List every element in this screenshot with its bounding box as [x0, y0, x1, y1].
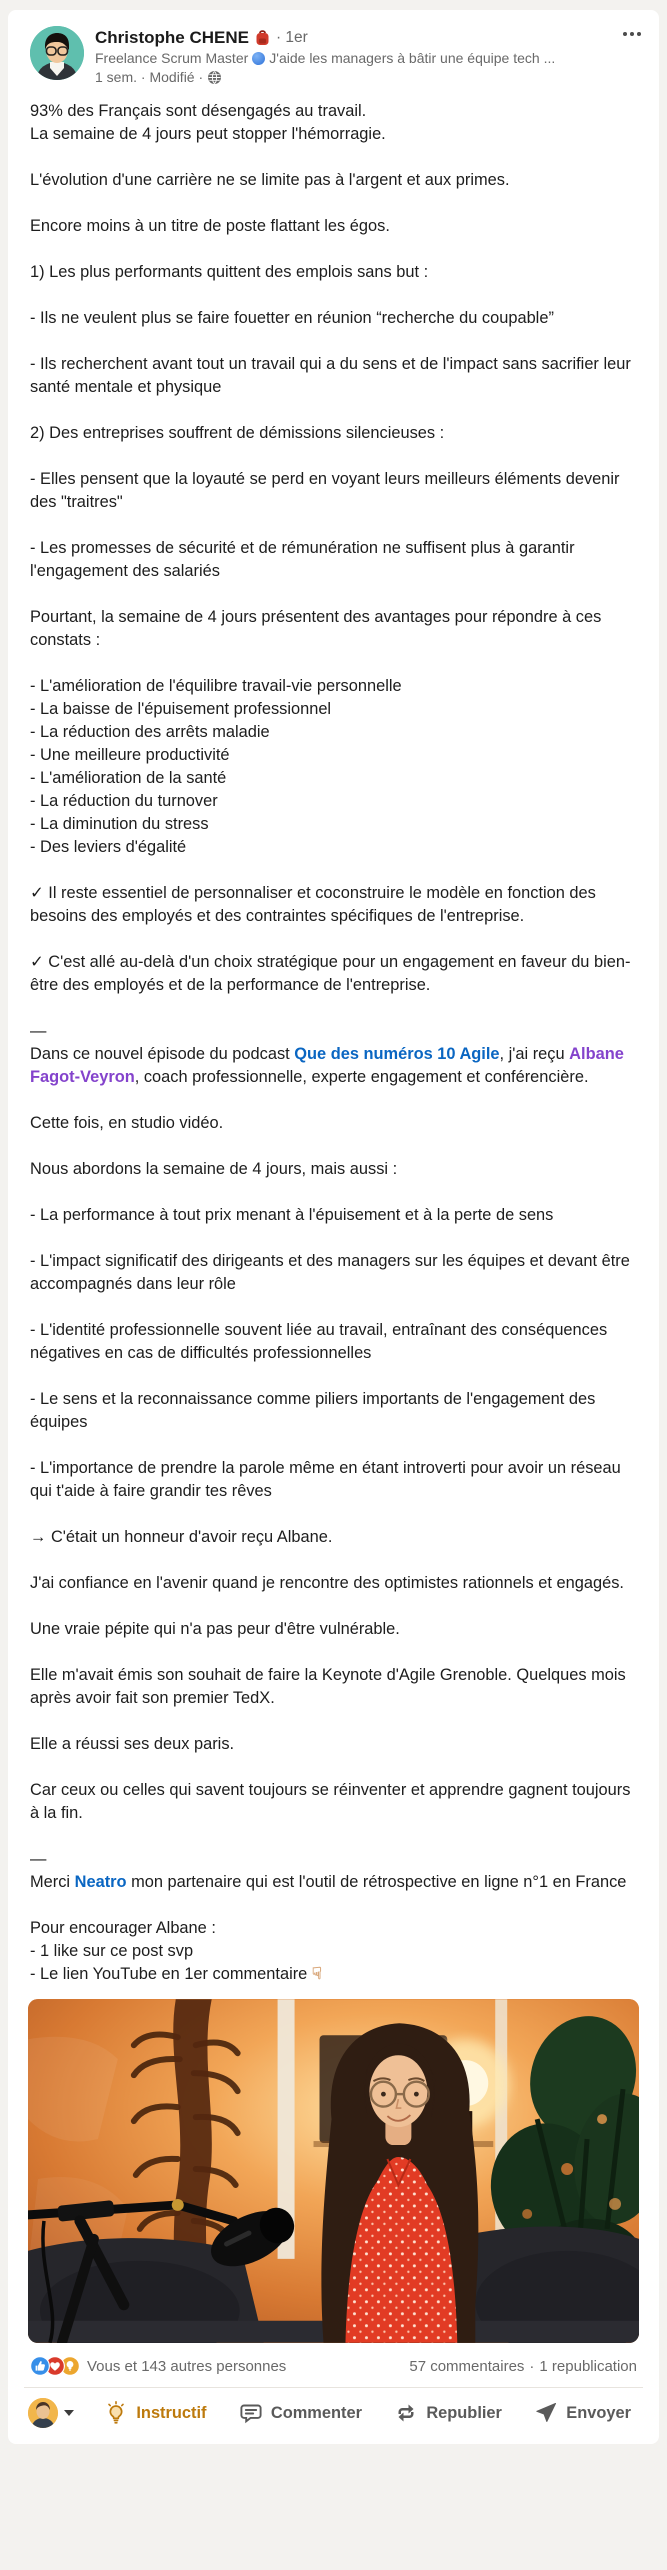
post-text-line: 93% des Français sont désengagés au travail.	[30, 102, 367, 120]
post-text-line: - Ils ne veulent plus se faire fouetter en réunion “recherche du coupable”	[30, 309, 554, 327]
post-text-line: - La baisse de l'épuisement professionnel	[30, 700, 332, 718]
post-text-line: Pour encourager Albane :	[30, 1919, 216, 1937]
author-name[interactable]: Christophe CHENE	[95, 28, 249, 47]
post-text-line: - Elles pensent que la loyauté se perd en voyant leurs meilleurs éléments devenir des "traitres"	[30, 470, 620, 511]
post-text-line: - L'importance de prendre la parole même en étant introverti pour avoir un réseau qui t'aide à faire grandir tes rêves	[30, 1459, 621, 1500]
post-text-line: - Le lien YouTube en 1er commentaire ☟	[30, 1965, 322, 1983]
post-text-line: —	[30, 1022, 47, 1040]
connection-degree: · 1er	[275, 29, 308, 46]
blue-circle-emoji-icon	[252, 52, 265, 65]
post-text-line: Elle m'avait émis son souhait de faire la Keynote d'Agile Grenoble. Quelques mois après avoir fait son premier TedX.	[30, 1666, 626, 1707]
post-text-line: - L'amélioration de la santé	[30, 769, 227, 787]
repost-button[interactable]: Republier	[392, 2395, 504, 2431]
post-text-line: - 1 like sur ce post svp	[30, 1942, 194, 1960]
post-text-line: La semaine de 4 jours peut stopper l'hémorragie.	[30, 125, 386, 143]
inline-link[interactable]: Neatro	[74, 1873, 127, 1891]
react-instructif-button[interactable]: Instructif	[102, 2395, 208, 2431]
social-counts	[8, 2343, 659, 2387]
post-text-line: - L'amélioration de l'équilibre travail-vie personnelle	[30, 677, 402, 695]
comments-reposts	[409, 2358, 637, 2375]
post-text-line: - Les promesses de sécurité et de rémunération ne suffisent plus à garantir l'engagement des salariés	[30, 539, 575, 580]
post-text-line: J'ai confiance en l'avenir quand je rencontre des optimistes rationnels et engagés.	[30, 1574, 624, 1592]
post-text-line: - La réduction du turnover	[30, 792, 218, 810]
post-text-line: Elle a réussi ses deux paris.	[30, 1735, 235, 1753]
inline-link[interactable]: Albane Fagot-Veyron	[30, 1045, 624, 1086]
post-text-line: Dans ce nouvel épisode du podcast Que des numéros 10 Agile, j'ai reçu Albane Fagot-Veyron, coach professionnelle, experte engagement et conférencière.	[30, 1045, 624, 1086]
post-text-line: → C'était un honneur d'avoir reçu Albane.	[30, 1528, 333, 1546]
repost-arrows-icon	[394, 2401, 418, 2425]
post-text-line: ✓ C'est allé au-delà d'un choix stratégique pour un engagement en faveur du bien-être des employés et de la performance de l'entreprise.	[30, 953, 631, 994]
dot-separator: ·	[529, 2357, 535, 2375]
post-text-line: - L'impact significatif des dirigeants et des managers sur les équipes et devant être accompagnés dans leur rôle	[30, 1252, 630, 1293]
comment-bubble-icon	[239, 2401, 263, 2425]
post-text-line: - Le sens et la reconnaissance comme piliers importants de l'engagement des équipes	[30, 1390, 596, 1431]
caret-down-icon	[64, 2410, 74, 2416]
post-text-line: ✓ Il reste essentiel de personnaliser et coconstruire le modèle en fonction des besoins des employés et des contraintes spécifiques de l'entreprise.	[30, 884, 596, 925]
globe-icon	[207, 70, 222, 85]
pointing-down-emoji: ☟	[311, 1965, 322, 1983]
action-bar	[8, 2388, 659, 2440]
post-text-line: Encore moins à un titre de poste flattant les égos.	[30, 217, 390, 235]
author-avatar-image	[30, 26, 84, 80]
post-card	[8, 10, 659, 2444]
post-text-line: - Une meilleure productivité	[30, 746, 230, 764]
post-text-line: Merci Neatro mon partenaire qui est l'outil de rétrospective en ligne n°1 en France	[30, 1873, 627, 1891]
author-info	[95, 26, 555, 86]
podcast-guest	[321, 2023, 478, 2342]
post-text-line: - La performance à tout prix menant à l'épuisement et à la perte de sens	[30, 1206, 554, 1224]
reactors-text[interactable]: Vous et 143 autres personnes	[87, 2357, 287, 2375]
viewer-avatar	[28, 2398, 58, 2428]
post-text-line: L'évolution d'une carrière ne se limite pas à l'argent et aux primes.	[30, 171, 510, 189]
post-image[interactable]	[28, 1999, 639, 2343]
post-text-line: 2) Des entreprises souffrent de démissions silencieuses :	[30, 424, 445, 442]
reactions-summary[interactable]	[30, 2356, 286, 2376]
post-text-line: - La réduction des arrêts maladie	[30, 723, 270, 741]
post-text-line: - L'identité professionnelle souvent liée au travail, entraînant des conséquences négatives en cas de difficultés professionnelles	[30, 1321, 608, 1362]
post-text-line: - Ils recherchent avant tout un travail qui a du sens et de l'impact sans sacrifier leur santé mentale et physique	[30, 355, 631, 396]
send-plane-icon	[534, 2401, 558, 2425]
post-meta: 1 sem. · Modifié ·	[95, 68, 555, 86]
backpack-emoji-icon	[255, 29, 270, 46]
post-text-line: Cette fois, en studio vidéo.	[30, 1114, 224, 1132]
post-text-line: Une vraie pépite qui n'a pas peur d'être vulnérable.	[30, 1620, 400, 1638]
post-text-line: 1) Les plus performants quittent des emplois sans but :	[30, 263, 429, 281]
instructif-bulb-icon	[104, 2401, 128, 2425]
inline-link[interactable]: Que des numéros 10 Agile	[294, 1045, 500, 1063]
send-button[interactable]: Envoyer	[532, 2395, 633, 2431]
post-text-line: Nous abordons la semaine de 4 jours, mais aussi :	[30, 1160, 398, 1178]
podcast-studio-photo	[28, 1999, 639, 2343]
post-text-line: —	[30, 1850, 47, 1868]
like-reaction-icon	[30, 2356, 50, 2376]
post-text-line: - La diminution du stress	[30, 815, 209, 833]
post-text-line: Car ceux ou celles qui savent toujours se réinventer et apprendre gagnent toujours à la fin.	[30, 1781, 631, 1822]
post-text	[8, 92, 659, 1986]
post-header	[8, 10, 659, 92]
reposts-count[interactable]: 1 republication	[539, 2357, 637, 2375]
author-headline: Freelance Scrum Master J'aide les managers à bâtir une équipe tech ...	[95, 50, 556, 66]
author-avatar[interactable]	[30, 26, 84, 80]
comment-button[interactable]: Commenter	[237, 2395, 364, 2431]
reaction-identity-switcher[interactable]	[28, 2398, 74, 2428]
post-text-line: - Des leviers d'égalité	[30, 838, 187, 856]
comments-count[interactable]: 57 commentaires	[409, 2357, 525, 2375]
overflow-menu-button[interactable]	[621, 26, 643, 42]
post-text-line: Pourtant, la semaine de 4 jours présentent des avantages pour répondre à ces constats :	[30, 608, 602, 649]
reaction-badges	[30, 2356, 80, 2376]
